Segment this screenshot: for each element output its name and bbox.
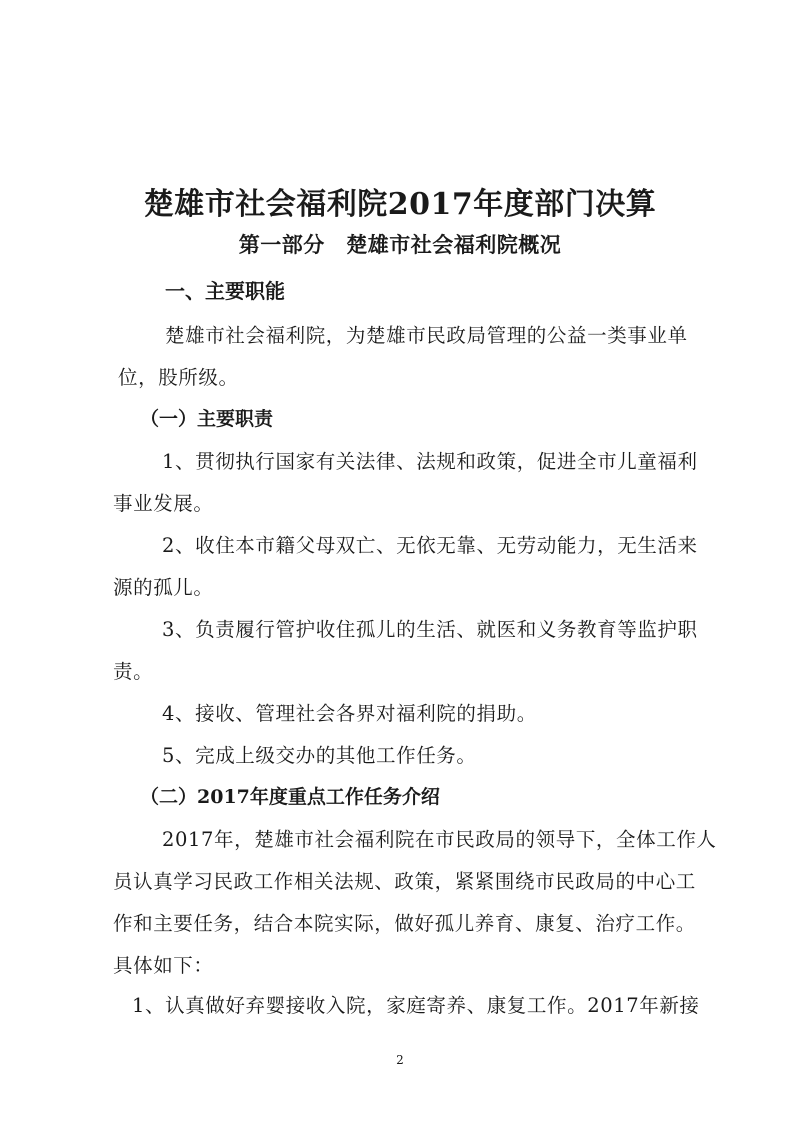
page-number: 2 xyxy=(396,1053,404,1067)
duty-item-continued: 事业发展。 xyxy=(113,492,214,515)
tasks-intro-line: 2017年，楚雄市社会福利院在市民政局的领导下，全体工作人 xyxy=(162,828,717,851)
intro-line: 位，股所级。 xyxy=(118,366,239,389)
duty-item-continued: 源的孤儿。 xyxy=(113,576,214,599)
section-heading-main-functions: 一、主要职能 xyxy=(165,279,285,303)
duties-heading: （一）主要职责 xyxy=(140,408,274,430)
tasks-heading: （二）2017年度重点工作任务介绍 xyxy=(140,786,440,808)
part-subtitle: 第一部分 楚雄市社会福利院概况 xyxy=(238,232,562,257)
duty-item: 5、完成上级交办的其他工作任务。 xyxy=(162,744,477,767)
duty-item-continued: 责。 xyxy=(113,660,154,683)
tasks-intro-line: 作和主要任务，结合本院实际，做好孤儿养育、康复、治疗工作。 xyxy=(113,912,696,935)
duty-item: 2、收住本市籍父母双亡、无依无靠、无劳动能力，无生活来 xyxy=(162,534,698,557)
duty-item: 3、负责履行管护收住孤儿的生活、就医和义务教育等监护职 xyxy=(162,618,698,641)
duty-item: 1、贯彻执行国家有关法律、法规和政策，促进全市儿童福利 xyxy=(162,450,698,473)
intro-line: 楚雄市社会福利院，为楚雄市民政局管理的公益一类事业单 xyxy=(165,324,688,347)
document-title: 楚雄市社会福利院2017年度部门决算 xyxy=(143,187,657,222)
tasks-intro-line: 员认真学习民政工作相关法规、政策，紧紧围绕市民政局的中心工 xyxy=(113,870,696,893)
duty-item: 4、接收、管理社会各界对福利院的捐助。 xyxy=(162,702,537,725)
task-item: 1、认真做好弃婴接收入院，家庭寄养、康复工作。2017年新接 xyxy=(132,994,700,1017)
tasks-intro-line: 具体如下： xyxy=(113,954,214,977)
